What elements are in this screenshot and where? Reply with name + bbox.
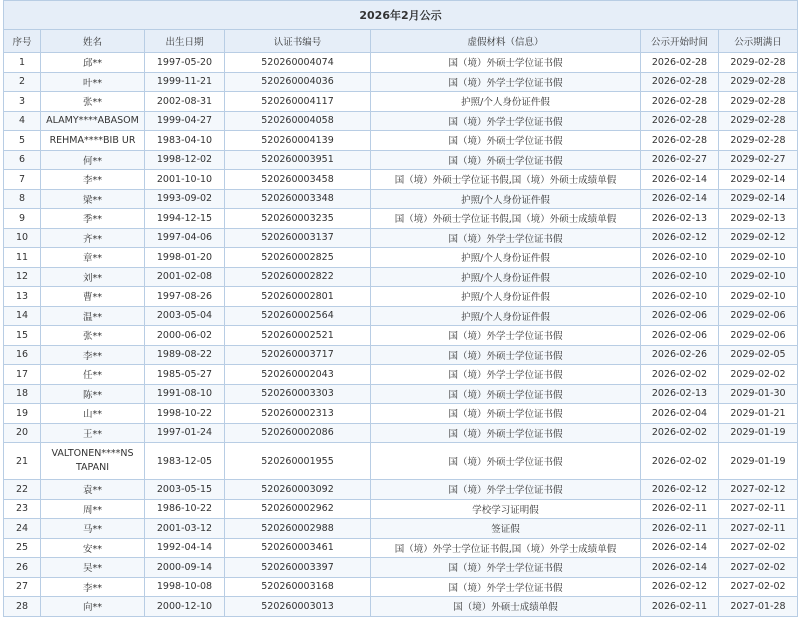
false-material: 国（境）外学士学位证书假 (371, 111, 641, 131)
table-row (4, 131, 798, 151)
birth-date: 1997-05-20 (145, 53, 225, 73)
birth-date: 2001-03-12 (145, 519, 225, 539)
false-material: 护照/个人身份证件假 (371, 248, 641, 268)
certificate-number: 520260003717 (225, 345, 371, 365)
certificate-number: 520260002564 (225, 306, 371, 326)
person-name: 梁** (41, 189, 145, 209)
person-name: 何** (41, 150, 145, 170)
certificate-number: 520260003303 (225, 384, 371, 404)
false-material: 国（境）外学士学位证书假 (371, 577, 641, 597)
birth-date: 1983-04-10 (145, 131, 225, 151)
publicity-end-date: 2029-01-30 (719, 384, 798, 404)
table-row (4, 499, 798, 519)
table-row (4, 365, 798, 385)
false-material: 国（境）外硕士学位证书假 (371, 384, 641, 404)
table-row (4, 72, 798, 92)
certificate-number: 520260004117 (225, 92, 371, 112)
false-material: 学校学习证明假 (371, 499, 641, 519)
table-row (4, 189, 798, 209)
table-row (4, 111, 798, 131)
publicity-start-date: 2026-02-27 (641, 150, 719, 170)
person-name: 安** (41, 538, 145, 558)
false-material: 国（境）外学士学位证书假 (371, 558, 641, 578)
person-name: 任** (41, 365, 145, 385)
table-row (4, 92, 798, 112)
false-material: 国（境）外硕士成绩单假 (371, 597, 641, 617)
certificate-number: 520260003458 (225, 170, 371, 190)
table-row (4, 597, 798, 617)
row-index: 27 (4, 577, 41, 597)
column-header: 虚假材料（信息） (371, 30, 641, 53)
column-header: 公示开始时间 (641, 30, 719, 53)
row-index: 18 (4, 384, 41, 404)
publicity-end-date: 2029-02-13 (719, 209, 798, 229)
birth-date: 1997-08-26 (145, 287, 225, 307)
publicity-start-date: 2026-02-28 (641, 131, 719, 151)
row-index: 6 (4, 150, 41, 170)
column-header: 出生日期 (145, 30, 225, 53)
column-header: 认证书编号 (225, 30, 371, 53)
certificate-number: 520260003092 (225, 480, 371, 500)
table-row (4, 228, 798, 248)
person-name: 李** (41, 170, 145, 190)
row-index: 21 (4, 443, 41, 480)
publicity-start-date: 2026-02-28 (641, 72, 719, 92)
publicity-start-date: 2026-02-11 (641, 519, 719, 539)
row-index: 15 (4, 326, 41, 346)
certificate-number: 520260004139 (225, 131, 371, 151)
publicity-start-date: 2026-02-06 (641, 306, 719, 326)
publicity-start-date: 2026-02-06 (641, 326, 719, 346)
false-material: 国（境）外学士学位证书假 (371, 72, 641, 92)
publicity-end-date: 2029-02-10 (719, 248, 798, 268)
row-index: 2 (4, 72, 41, 92)
row-index: 4 (4, 111, 41, 131)
person-name: 袁** (41, 480, 145, 500)
birth-date: 1991-08-10 (145, 384, 225, 404)
birth-date: 1997-01-24 (145, 423, 225, 443)
certificate-number: 520260004074 (225, 53, 371, 73)
birth-date: 1999-04-27 (145, 111, 225, 131)
column-header: 姓名 (41, 30, 145, 53)
certificate-number: 520260002043 (225, 365, 371, 385)
publicity-start-date: 2026-02-10 (641, 248, 719, 268)
birth-date: 2001-02-08 (145, 267, 225, 287)
person-name: 曹** (41, 287, 145, 307)
row-index: 3 (4, 92, 41, 112)
birth-date: 1989-08-22 (145, 345, 225, 365)
publicity-end-date: 2027-01-28 (719, 597, 798, 617)
publicity-end-date: 2027-02-12 (719, 480, 798, 500)
publicity-start-date: 2026-02-14 (641, 538, 719, 558)
table-row (4, 480, 798, 500)
birth-date: 2000-06-02 (145, 326, 225, 346)
publicity-end-date: 2029-02-14 (719, 189, 798, 209)
birth-date: 1983-12-05 (145, 443, 225, 480)
birth-date: 1999-11-21 (145, 72, 225, 92)
publicity-end-date: 2029-02-06 (719, 326, 798, 346)
certificate-number: 520260003397 (225, 558, 371, 578)
false-material: 国（境）外硕士学位证书假,国（境）外硕士成绩单假 (371, 170, 641, 190)
certificate-number: 520260004036 (225, 72, 371, 92)
table-row (4, 345, 798, 365)
person-name: 王** (41, 423, 145, 443)
publicity-start-date: 2026-02-26 (641, 345, 719, 365)
person-name: 温** (41, 306, 145, 326)
false-material: 签证假 (371, 519, 641, 539)
certificate-number: 520260002962 (225, 499, 371, 519)
birth-date: 1994-12-15 (145, 209, 225, 229)
table-row (4, 150, 798, 170)
certificate-number: 520260003137 (225, 228, 371, 248)
header-row (4, 30, 798, 53)
publicity-end-date: 2027-02-02 (719, 577, 798, 597)
row-index: 19 (4, 404, 41, 424)
false-material: 国（境）外硕士学位证书假 (371, 53, 641, 73)
person-name: 李** (41, 345, 145, 365)
certificate-number: 520260001955 (225, 443, 371, 480)
publicity-start-date: 2026-02-13 (641, 384, 719, 404)
row-index: 17 (4, 365, 41, 385)
certificate-number: 520260002825 (225, 248, 371, 268)
row-index: 26 (4, 558, 41, 578)
person-name: 章** (41, 248, 145, 268)
publicity-end-date: 2029-02-10 (719, 267, 798, 287)
certificate-number: 520260002822 (225, 267, 371, 287)
table-row (4, 170, 798, 190)
table-row (4, 558, 798, 578)
row-index: 10 (4, 228, 41, 248)
person-name: 向** (41, 597, 145, 617)
table-row (4, 306, 798, 326)
birth-date: 1998-10-08 (145, 577, 225, 597)
false-material: 国（境）外硕士学位证书假 (371, 345, 641, 365)
publicity-start-date: 2026-02-14 (641, 170, 719, 190)
birth-date: 2000-09-14 (145, 558, 225, 578)
row-index: 20 (4, 423, 41, 443)
person-name: 马** (41, 519, 145, 539)
person-name: 周** (41, 499, 145, 519)
publicity-start-date: 2026-02-12 (641, 577, 719, 597)
false-material: 护照/个人身份证件假 (371, 189, 641, 209)
false-material: 国（境）外硕士学位证书假 (371, 131, 641, 151)
birth-date: 1998-12-02 (145, 150, 225, 170)
row-index: 24 (4, 519, 41, 539)
table-row (4, 423, 798, 443)
person-name: 季** (41, 209, 145, 229)
row-index: 14 (4, 306, 41, 326)
birth-date: 1997-04-06 (145, 228, 225, 248)
row-index: 8 (4, 189, 41, 209)
column-header: 公示期满日 (719, 30, 798, 53)
false-material: 国（境）外学士学位证书假,国（境）外学士成绩单假 (371, 538, 641, 558)
table-row (4, 384, 798, 404)
false-material: 国（境）外硕士学位证书假 (371, 423, 641, 443)
false-material: 护照/个人身份证件假 (371, 267, 641, 287)
publicity-end-date: 2029-02-28 (719, 92, 798, 112)
row-index: 1 (4, 53, 41, 73)
table-row (4, 538, 798, 558)
publicity-start-date: 2026-02-14 (641, 558, 719, 578)
false-material: 国（境）外硕士学位证书假 (371, 443, 641, 480)
person-name: 叶** (41, 72, 145, 92)
table-row (4, 519, 798, 539)
publicity-end-date: 2029-02-28 (719, 111, 798, 131)
false-material: 国（境）外硕士学位证书假 (371, 404, 641, 424)
false-material: 国（境）外学士学位证书假 (371, 480, 641, 500)
row-index: 16 (4, 345, 41, 365)
certificate-number: 520260004058 (225, 111, 371, 131)
certificate-number: 520260003951 (225, 150, 371, 170)
publicity-end-date: 2029-02-10 (719, 287, 798, 307)
birth-date: 2003-05-04 (145, 306, 225, 326)
person-name: 吴** (41, 558, 145, 578)
birth-date: 2000-12-10 (145, 597, 225, 617)
publicity-start-date: 2026-02-10 (641, 267, 719, 287)
publicity-start-date: 2026-02-02 (641, 423, 719, 443)
person-name: 张** (41, 326, 145, 346)
publicity-table (3, 0, 798, 617)
false-material: 护照/个人身份证件假 (371, 306, 641, 326)
publicity-start-date: 2026-02-02 (641, 365, 719, 385)
publicity-end-date: 2029-02-27 (719, 150, 798, 170)
certificate-number: 520260002521 (225, 326, 371, 346)
false-material: 护照/个人身份证件假 (371, 92, 641, 112)
birth-date: 1986-10-22 (145, 499, 225, 519)
table-row (4, 267, 798, 287)
table-row (4, 404, 798, 424)
certificate-number: 520260002313 (225, 404, 371, 424)
birth-date: 2002-08-31 (145, 92, 225, 112)
certificate-number: 520260003461 (225, 538, 371, 558)
row-index: 23 (4, 499, 41, 519)
publicity-start-date: 2026-02-14 (641, 189, 719, 209)
false-material: 国（境）外硕士学位证书假 (371, 150, 641, 170)
row-index: 9 (4, 209, 41, 229)
publicity-start-date: 2026-02-02 (641, 443, 719, 480)
publicity-start-date: 2026-02-28 (641, 92, 719, 112)
person-name: 张** (41, 92, 145, 112)
certificate-number: 520260003235 (225, 209, 371, 229)
person-name: 邱** (41, 53, 145, 73)
publicity-end-date: 2029-01-19 (719, 443, 798, 480)
table-row (4, 577, 798, 597)
publicity-start-date: 2026-02-10 (641, 287, 719, 307)
table-row (4, 326, 798, 346)
birth-date: 1985-05-27 (145, 365, 225, 385)
birth-date: 2003-05-15 (145, 480, 225, 500)
birth-date: 1998-01-20 (145, 248, 225, 268)
false-material: 国（境）外硕士学位证书假,国（境）外硕士成绩单假 (371, 209, 641, 229)
row-index: 28 (4, 597, 41, 617)
column-header: 序号 (4, 30, 41, 53)
certificate-number: 520260003168 (225, 577, 371, 597)
row-index: 22 (4, 480, 41, 500)
publicity-start-date: 2026-02-12 (641, 228, 719, 248)
publicity-end-date: 2027-02-02 (719, 538, 798, 558)
table-row (4, 53, 798, 73)
birth-date: 1993-09-02 (145, 189, 225, 209)
false-material: 国（境）外学士学位证书假 (371, 365, 641, 385)
publicity-end-date: 2029-02-02 (719, 365, 798, 385)
person-name: REHMA****BIB UR (41, 131, 145, 151)
birth-date: 2001-10-10 (145, 170, 225, 190)
row-index: 12 (4, 267, 41, 287)
publicity-end-date: 2027-02-11 (719, 499, 798, 519)
publicity-end-date: 2029-01-21 (719, 404, 798, 424)
row-index: 25 (4, 538, 41, 558)
person-name: 山** (41, 404, 145, 424)
publicity-table-container (3, 0, 797, 617)
person-name: 刘** (41, 267, 145, 287)
table-row (4, 287, 798, 307)
false-material: 护照/个人身份证件假 (371, 287, 641, 307)
publicity-end-date: 2029-02-12 (719, 228, 798, 248)
publicity-end-date: 2029-02-28 (719, 72, 798, 92)
table-row (4, 209, 798, 229)
row-index: 5 (4, 131, 41, 151)
person-name: ALAMY****ABASOM (41, 111, 145, 131)
row-index: 13 (4, 287, 41, 307)
row-index: 7 (4, 170, 41, 190)
publicity-start-date: 2026-02-28 (641, 53, 719, 73)
row-index: 11 (4, 248, 41, 268)
certificate-number: 520260002801 (225, 287, 371, 307)
publicity-start-date: 2026-02-12 (641, 480, 719, 500)
person-name: 李** (41, 577, 145, 597)
birth-date: 1992-04-14 (145, 538, 225, 558)
publicity-end-date: 2029-02-06 (719, 306, 798, 326)
person-name: 齐** (41, 228, 145, 248)
table-row (4, 443, 798, 480)
publicity-end-date: 2027-02-11 (719, 519, 798, 539)
table-title: 2026年2月公示 (4, 1, 798, 30)
publicity-start-date: 2026-02-13 (641, 209, 719, 229)
birth-date: 1998-10-22 (145, 404, 225, 424)
person-name: 陈** (41, 384, 145, 404)
publicity-end-date: 2029-01-19 (719, 423, 798, 443)
false-material: 国（境）外学士学位证书假 (371, 228, 641, 248)
certificate-number: 520260003348 (225, 189, 371, 209)
publicity-end-date: 2029-02-28 (719, 131, 798, 151)
publicity-start-date: 2026-02-28 (641, 111, 719, 131)
publicity-start-date: 2026-02-11 (641, 499, 719, 519)
person-name: VALTONEN****NS TAPANI (41, 443, 145, 480)
table-row (4, 248, 798, 268)
publicity-end-date: 2027-02-02 (719, 558, 798, 578)
publicity-start-date: 2026-02-04 (641, 404, 719, 424)
publicity-end-date: 2029-02-14 (719, 170, 798, 190)
certificate-number: 520260003013 (225, 597, 371, 617)
publicity-start-date: 2026-02-11 (641, 597, 719, 617)
certificate-number: 520260002086 (225, 423, 371, 443)
certificate-number: 520260002988 (225, 519, 371, 539)
false-material: 国（境）外学士学位证书假 (371, 326, 641, 346)
publicity-end-date: 2029-02-28 (719, 53, 798, 73)
publicity-end-date: 2029-02-05 (719, 345, 798, 365)
